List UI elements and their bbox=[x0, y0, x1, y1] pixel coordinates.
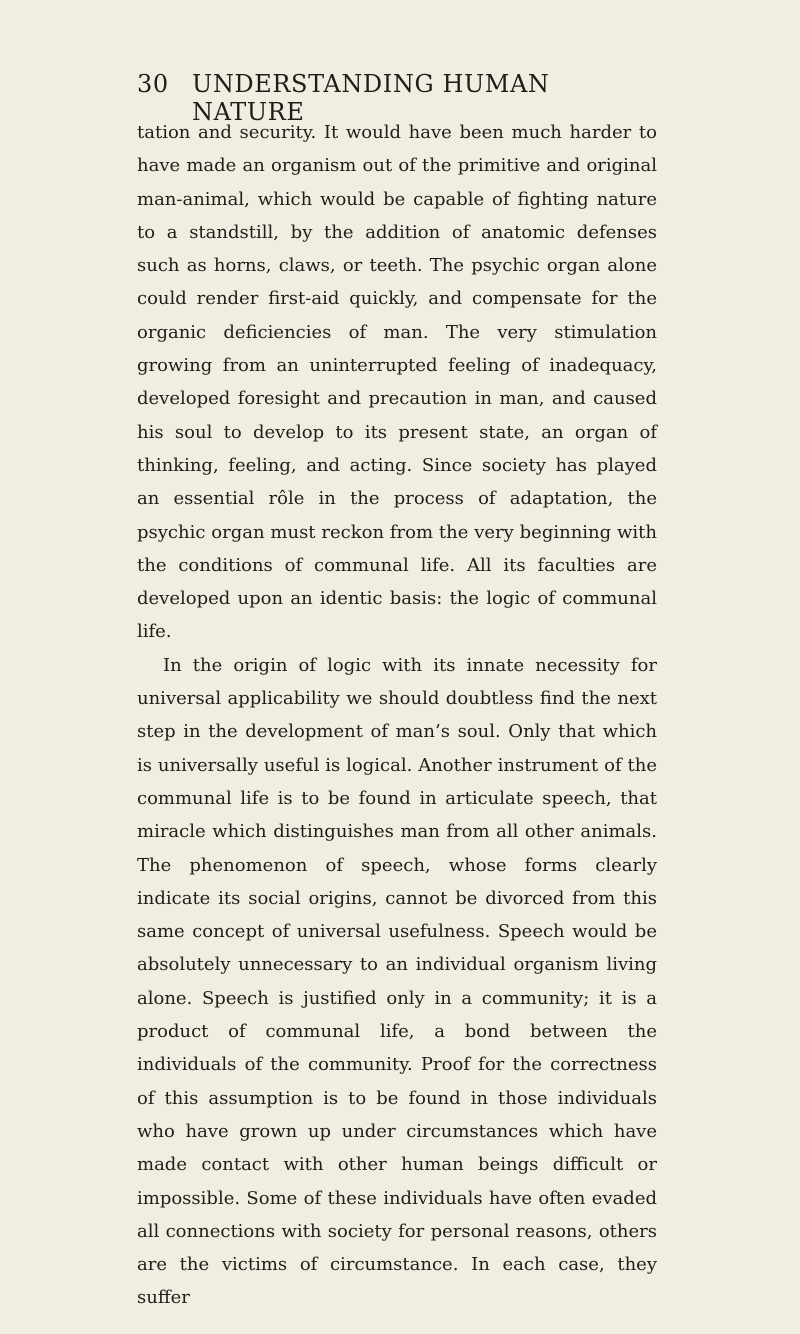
body-text bbox=[137, 116, 657, 1315]
paragraph-1: tation and security. It would have been much harder to have made an organism out of the primitive and original man-animal, which would be capable of fighting nature to a standstill, by the addition of anatomic defenses such as horns, claws, or teeth. The psychic organ alone could render first-aid quickly, and compensate for the organic deficiencies of man. The very stimulation growing from an uninterrupted feeling of inadequacy, developed foresight and precaution in man, and caused his soul to develop to its present state, an organ of thinking, feeling, and acting. Since society has played an essential rôle in the process of adaptation, the psychic organ must reckon from the very beginning with the conditions of communal life. All its faculties are developed upon an identic basis: the logic of communal life. bbox=[137, 122, 657, 643]
running-head bbox=[137, 70, 657, 126]
page-number: 30 bbox=[137, 70, 169, 98]
paragraph-2: In the origin of logic with its innate necessity for universal applicability we should doubtless find the next step in the development of man’s soul. Only that which is universally useful is logical. Another instrument of the communal life is to be found in articulate speech, that miracle which distinguishes man from all other animals. The phenomenon of speech, whose forms clearly indicate its social origins, cannot be divorced from this same concept of universal usefulness. Speech would be absolutely unnecessary to an individual organism living alone. Speech is justified only in a community; it is a product of communal life, a bond between the individuals of the community. Proof for the correctness of this assumption is to be found in those individuals who have grown up under circumstances which have made contact with other human beings difficult or impossible. Some of these individuals have often evaded all connections with society for personal reasons, others are the victims of circumstance. In each case, they suffer bbox=[137, 654, 657, 1309]
running-title: UNDERSTANDING HUMAN NATURE bbox=[192, 70, 550, 126]
